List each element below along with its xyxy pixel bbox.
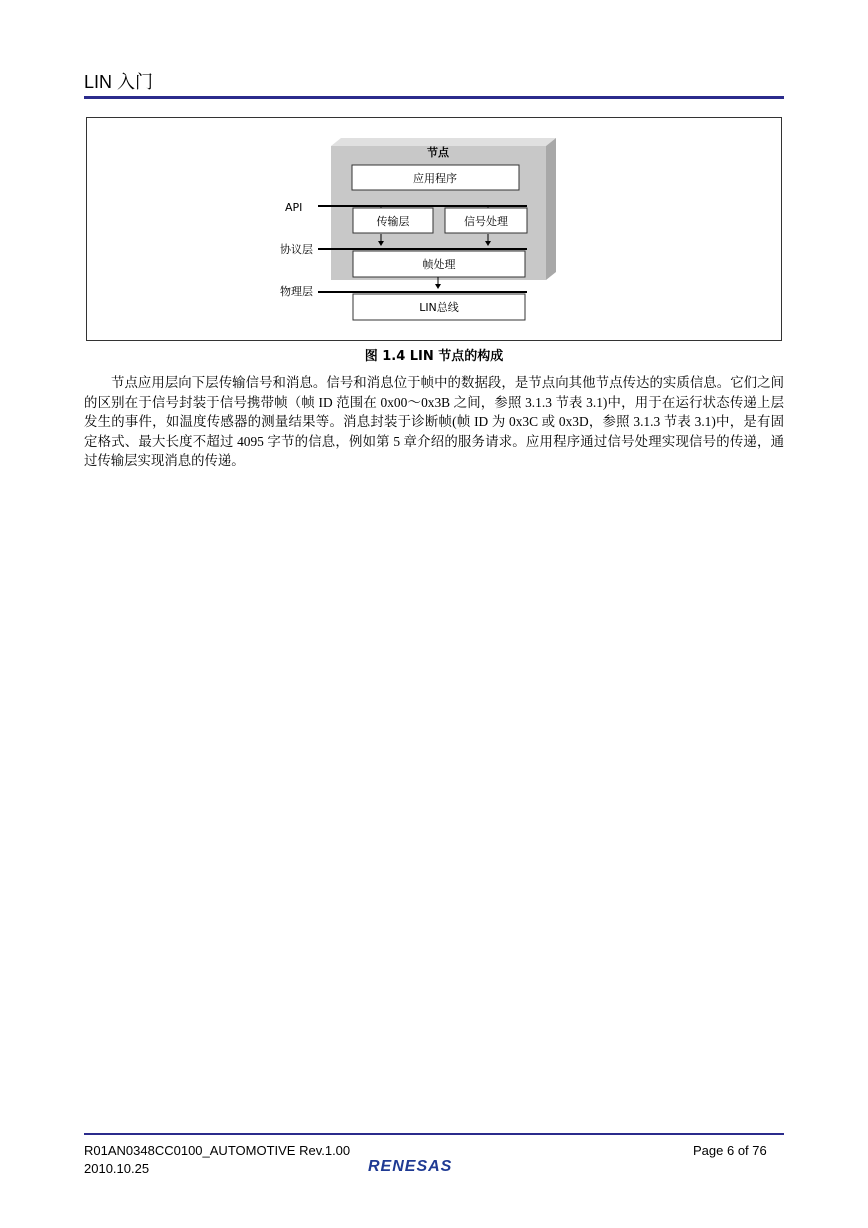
footer-date: 2010.10.25 — [84, 1161, 150, 1176]
renesas-logo: RENESAS — [368, 1158, 453, 1175]
bus-label: LIN总线 — [419, 301, 459, 314]
protocol-label: 协议层 — [280, 243, 313, 256]
arrow-to-bus — [435, 284, 441, 289]
footer-page-number: Page 6 of 76 — [693, 1143, 767, 1158]
signal-label: 信号处理 — [464, 215, 508, 228]
node-box-top — [331, 138, 556, 146]
node-box-side — [546, 138, 556, 280]
node-label: 节点 — [427, 146, 449, 159]
lin-node-diagram — [0, 0, 868, 360]
page-header-title: LIN 入门 — [84, 72, 154, 92]
footer-doc-id: R01AN0348CC0100_AUTOMOTIVE Rev.1.00 — [84, 1143, 351, 1158]
figure-caption: 图 1.4 LIN 节点的构成 — [364, 349, 504, 364]
body-paragraph: 节点应用层向下层传输信号和消息。信号和消息位于帧中的数据段，是节点向其他节点传达的实质信息。它们之间的区别在于信号封装于信号携带帧（帧 ID 范围在 0x00～0x3B 之间，参照 3.1.3 节表 3.1)中，用于在运行状态传递上层发生的事件，如温度传感器的测量结果等。消息封装于诊断帧(帧 ID 为 0x3C 或 0x3D，参照 3.1.3 节表 3.1)中，是有固定格式、最大长度不超过 4095 字节的信息，例如第 5 章介绍的服务请求。应用程序通过信号处理实现信号的传递，通过传输层实现消息的传递。 — [84, 375, 784, 468]
frame-label: 帧处理 — [422, 258, 456, 271]
body-text — [84, 373, 784, 471]
app-label: 应用程序 — [413, 172, 457, 185]
physical-label: 物理层 — [280, 285, 313, 298]
api-label: API — [285, 201, 303, 214]
footer-rule — [84, 1133, 784, 1135]
transport-label: 传输层 — [376, 215, 410, 228]
